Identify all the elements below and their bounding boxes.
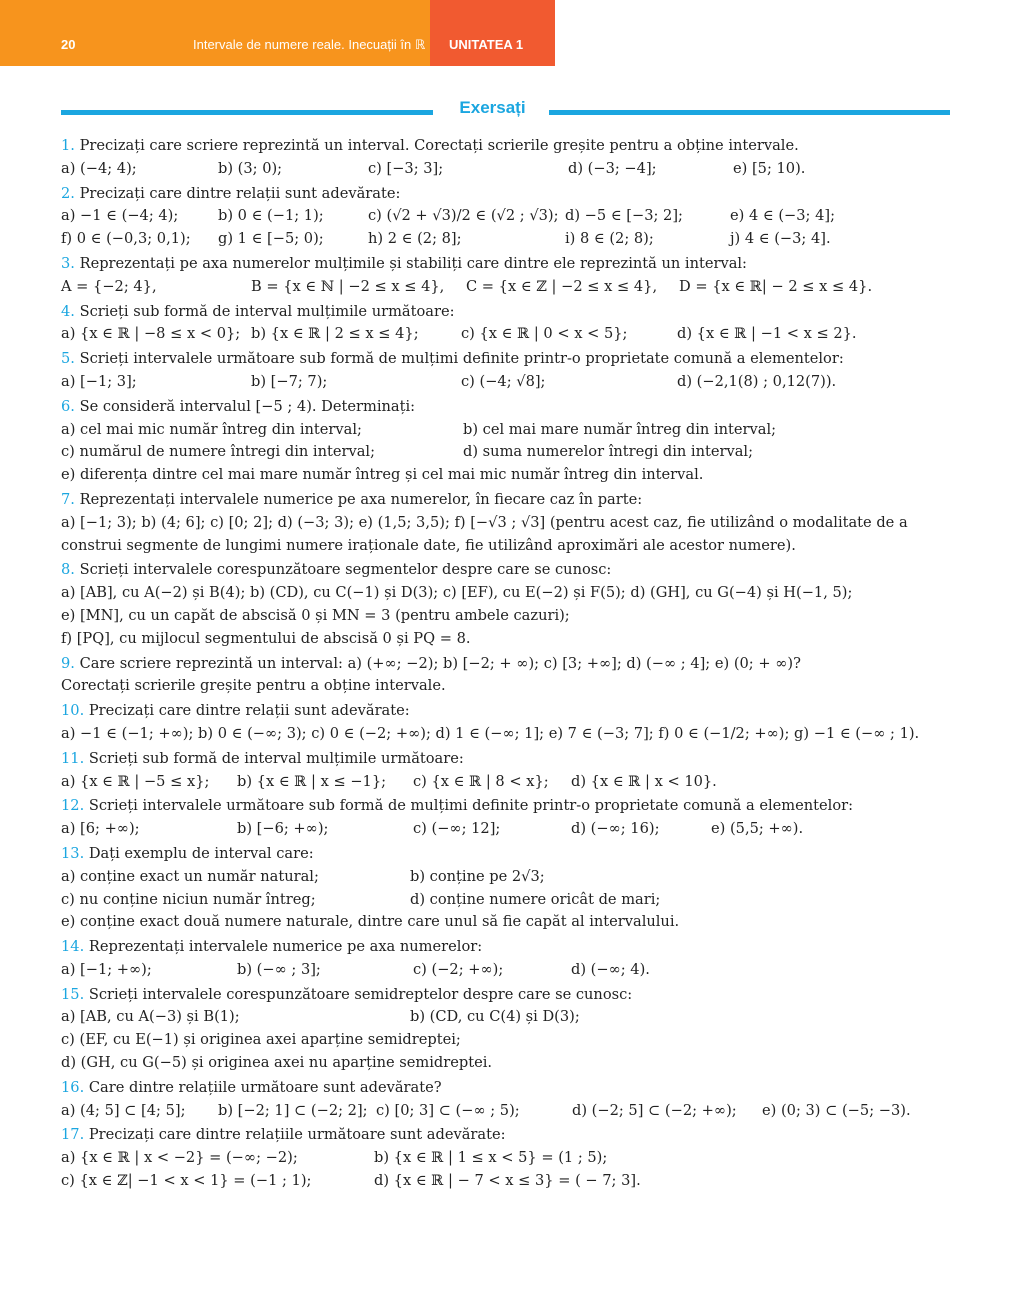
answer-row: [61, 205, 941, 228]
exercise-text: Reprezentați intervalele numerice pe axa numerelor:: [84, 938, 483, 956]
answer-item: c) [−3; 3];: [368, 159, 444, 177]
exercise-text: Scrieți intervalele corespunzătoare semidreptelor despre care se cunosc:: [84, 985, 633, 1003]
answer-row: [61, 1006, 941, 1029]
answer-row: [61, 276, 941, 299]
answer-item: d) (−2,1(8) ; 0,12(7)).: [677, 372, 837, 390]
answer-row: [61, 1147, 941, 1170]
exercise-number: 17.: [61, 1126, 85, 1144]
answer-row: [61, 1052, 941, 1075]
answer-item: d) suma numerelor întregi din interval;: [463, 443, 754, 461]
answer-paragraph: a) [−1; 3); b) (4; 6]; c) [0; 2]; d) (−3; 3); e) (1,5; 3,5); f) [−√3 ; √3] (pentru acest caz, fie utilizând o modalitate de a construi segmente de lungimi numere iraționale date, fie utilizând aproximări ale acestor numere).: [61, 513, 908, 554]
answer-item: e) (0; 3) ⊂ (−5; −3).: [762, 1101, 911, 1119]
answer-item: d) (GH, cu G(−5) și originea axei nu aparține semidreptei.: [61, 1054, 493, 1072]
answer-item: b) (3; 0);: [218, 159, 283, 177]
exercise-text: Care dintre relațiile următoare sunt adevărate?: [84, 1078, 442, 1096]
exercise-text: Precizați care dintre relații sunt adevărate:: [84, 702, 410, 720]
answer-line: f) [PQ], cu mijlocul segmentului de abscisă 0 și PQ = 8.: [61, 629, 471, 647]
answer-row: [61, 889, 941, 912]
exercise-12: [61, 795, 941, 841]
exercise-statement: [61, 653, 941, 676]
answer-row: [61, 818, 941, 841]
exercise-number: 11.: [61, 749, 85, 767]
exercise-8: [61, 559, 941, 650]
answer-item: d) (−∞; 4).: [571, 960, 650, 978]
answer-item: c) (−2; +∞);: [413, 960, 504, 978]
header-unit-tab: [430, 0, 555, 66]
exercise-statement: [61, 1077, 941, 1100]
answer-row: [61, 228, 941, 251]
unit-label: UNITATEA 1: [449, 37, 524, 52]
exercise-text: Precizați care dintre relații sunt adevărate:: [74, 184, 401, 202]
exercise-statement: [61, 936, 941, 959]
answer-item: C = {x ∈ ℤ | −2 ≤ x ≤ 4},: [466, 277, 658, 295]
exercise-statement: [61, 795, 941, 818]
exercise-number: 15.: [61, 985, 85, 1003]
exercise-14: [61, 936, 941, 982]
answer-item: e) 4 ∈ (−3; 4];: [730, 207, 835, 225]
page-number: 20: [61, 37, 76, 52]
answer-item: c) (EF, cu E(−1) și originea axei aparține semidreptei;: [61, 1031, 461, 1049]
exercise-text: Reprezentați intervalele numerice pe axa numerelor, în fiecare caz în parte:: [74, 490, 643, 508]
exercise-number: 1.: [61, 137, 75, 154]
exercise-11: [61, 748, 941, 794]
answer-item: a) (4; 5] ⊂ [4; 5];: [61, 1101, 186, 1119]
answer-item: c) (−4; √8];: [461, 372, 546, 390]
exercise-text: Se consideră intervalul [−5 ; 4). Determinați:: [74, 397, 416, 415]
exercise-number: 13.: [61, 844, 85, 862]
answer-item: e) (5,5; +∞).: [711, 820, 804, 838]
answer-line: e) [MN], cu un capăt de abscisă 0 și MN = 3 (pentru ambele cazuri);: [61, 606, 570, 624]
answer-item: f) 0 ∈ (−0,3; 0,1);: [61, 230, 191, 248]
answer-item: c) (√2 + √3)/2 ∈ (√2 ; √3);: [368, 207, 559, 225]
exercise-number: 8.: [61, 561, 75, 579]
answer-row: [61, 866, 941, 889]
answer-item: i) 8 ∈ (2; 8);: [565, 230, 654, 248]
exercise-9: [61, 653, 941, 699]
exercise-statement: [61, 183, 941, 206]
answer-item: c) {x ∈ ℝ | 8 < x};: [413, 772, 549, 790]
answer-row: [61, 441, 941, 464]
answer-item: c) nu conține niciun număr întreg;: [61, 890, 316, 908]
answer-row: [61, 771, 941, 794]
exercise-2: [61, 183, 941, 251]
answer-item: a) [6; +∞);: [61, 820, 140, 838]
exercise-text: Precizați care scriere reprezintă un interval. Corectați scrierile greșite pentru a obține intervale.: [74, 137, 799, 154]
answer-row: [61, 371, 941, 394]
exercise-statement: [61, 1124, 941, 1147]
exercise-number: 3.: [61, 254, 75, 272]
answer-item: j) 4 ∈ (−3; 4].: [730, 230, 831, 248]
section-title: Exersați: [459, 98, 526, 117]
exercise-13: [61, 843, 941, 934]
exercise-number: 12.: [61, 797, 85, 815]
exercise-number: 7.: [61, 490, 75, 508]
exercise-statement: [61, 843, 941, 866]
answer-item: a) {x ∈ ℝ | −8 ≤ x < 0};: [61, 325, 241, 343]
answer-item: h) 2 ∈ (2; 8];: [368, 230, 462, 248]
answer-item: c) [0; 3] ⊂ (−∞ ; 5);: [376, 1101, 520, 1119]
header-orange-bar: [0, 0, 430, 66]
answer-item: d) conține numere oricât de mari;: [410, 890, 661, 908]
exercise-6: [61, 396, 941, 487]
answer-item: b) {x ∈ ℝ | 2 ≤ x ≤ 4};: [251, 325, 419, 343]
answer-item: a) [−1; +∞);: [61, 960, 152, 978]
answer-item: b) 0 ∈ (−1; 1);: [218, 207, 324, 225]
answer-item: a) (−4; 4);: [61, 159, 137, 177]
answer-item: e) conține exact două numere naturale, dintre care unul să fie capăt al intervalului.: [61, 913, 680, 931]
answer-row: [61, 1029, 941, 1052]
exercise-text: Scrieți intervalele următoare sub formă de mulțimi definite printr-o proprietate comună a elementelor:: [74, 350, 844, 368]
answer-item: b) (−∞ ; 3];: [237, 960, 321, 978]
exercise-list: [61, 133, 941, 1193]
exercise-statement: [61, 135, 941, 158]
answer-item: b) (CD, cu C(4) și D(3);: [410, 1008, 580, 1026]
exercise-statement: [61, 559, 941, 582]
answer-row: [61, 323, 941, 346]
answer-item: b) [−6; +∞);: [237, 820, 329, 838]
answer-item: b) cel mai mare număr întreg din interval;: [463, 420, 777, 438]
answer-row: [61, 419, 941, 442]
exercise-number: 14.: [61, 938, 85, 956]
answer-item: d) {x ∈ ℝ | x < 10}.: [571, 772, 717, 790]
answer-row: [61, 959, 941, 982]
answer-item: b) [−7; 7);: [251, 372, 328, 390]
chapter-title: Intervale de numere reale. Inecuații în ℝ: [193, 37, 426, 52]
answer-item: d) {x ∈ ℝ | −1 < x ≤ 2}.: [677, 325, 857, 343]
exercise-17: [61, 1124, 941, 1192]
answer-row: [61, 464, 941, 487]
exercise-text: Reprezentați pe axa numerelor mulțimile și stabiliți care dintre ele reprezintă un interval:: [74, 254, 747, 272]
answer-item: a) −1 ∈ (−4; 4);: [61, 207, 179, 225]
answer-item: a) cel mai mic număr întreg din interval;: [61, 420, 362, 438]
answer-item: a) {x ∈ ℝ | x < −2} = (−∞; −2);: [61, 1149, 298, 1167]
exercise-text: Scrieți intervalele următoare sub formă de mulțimi definite printr-o proprietate comună a elementelor:: [84, 797, 854, 815]
answer-item: D = {x ∈ ℝ| − 2 ≤ x ≤ 4}.: [679, 277, 873, 295]
section-rule-left: [61, 110, 433, 115]
answer-item: d) (−3; −4];: [568, 159, 657, 177]
answer-item: c) {x ∈ ℤ| −1 < x < 1} = (−1 ; 1);: [61, 1172, 312, 1190]
answer-item: d) (−2; 5] ⊂ (−2; +∞);: [572, 1101, 737, 1119]
answer-item: b) [−2; 1] ⊂ (−2; 2];: [218, 1101, 368, 1119]
exercise-16: [61, 1077, 941, 1123]
exercise-statement: [61, 748, 941, 771]
answer-item: e) [5; 10).: [733, 159, 806, 177]
exercise-text: Care scriere reprezintă un interval: a) (+∞; −2); b) [−2; + ∞); c) [3; +∞]; d) (−∞ ; 4]; e) (0; + ∞)?: [74, 654, 801, 672]
answer-item: B = {x ∈ ℕ | −2 ≤ x ≤ 4},: [251, 277, 445, 295]
answer-row: [61, 1170, 941, 1193]
exercise-text: Precizați care dintre relațiile următoare sunt adevărate:: [84, 1126, 506, 1144]
exercise-number: 10.: [61, 702, 85, 720]
exercise-number: 9.: [61, 654, 75, 672]
exercise-number: 16.: [61, 1078, 85, 1096]
answer-item: b) {x ∈ ℝ | 1 ≤ x < 5} = (1 ; 5);: [374, 1149, 608, 1167]
answer-line: a) −1 ∈ (−1; +∞); b) 0 ∈ (−∞; 3); c) 0 ∈ (−2; +∞); d) 1 ∈ (−∞; 1]; e) 7 ∈ (−3; 7]; f) 0 ∈ (−1/2; +∞); g) −1 ∈ (−∞ ; 1).: [61, 724, 920, 742]
exercise-statement: [61, 348, 941, 371]
exercise-statement: [61, 396, 941, 419]
answer-row: [61, 911, 941, 934]
answer-row: [61, 1100, 941, 1123]
answer-item: a) {x ∈ ℝ | −5 ≤ x};: [61, 772, 210, 790]
exercise-7: [61, 489, 941, 557]
answer-item: a) conține exact un număr natural;: [61, 867, 319, 885]
exercise-3: [61, 253, 941, 299]
exercise-text: Dați exemplu de interval care:: [84, 844, 314, 862]
exercise-10: [61, 700, 941, 746]
exercise-text: Scrieți intervalele corespunzătoare segmentelor despre care se cunosc:: [74, 561, 612, 579]
exercise-15: [61, 984, 941, 1075]
answer-row: [61, 158, 941, 181]
answer-item: a) [−1; 3];: [61, 372, 137, 390]
exercise-statement: [61, 700, 941, 723]
answer-item: d) {x ∈ ℝ | − 7 < x ≤ 3} = ( − 7; 3].: [374, 1172, 641, 1190]
answer-item: g) 1 ∈ [−5; 0);: [218, 230, 324, 248]
exercise-statement: [61, 489, 941, 512]
answer-item: c) (−∞; 12];: [413, 820, 501, 838]
answer-item: e) diferența dintre cel mai mare număr întreg și cel mai mic număr întreg din interval.: [61, 466, 704, 484]
answer-item: b) {x ∈ ℝ | x ≤ −1};: [237, 772, 387, 790]
answer-item: c) numărul de numere întregi din interval;: [61, 443, 375, 461]
exercise-statement: [61, 253, 941, 276]
exercise-5: [61, 348, 941, 394]
answer-item: d) (−∞; 16);: [571, 820, 660, 838]
exercise-4: [61, 301, 941, 347]
exercise-number: 6.: [61, 397, 75, 415]
exercise-statement: [61, 984, 941, 1007]
answer-item: b) conține pe 2√3;: [410, 867, 545, 885]
answer-line: Corectați scrierile greșite pentru a obține intervale.: [61, 677, 446, 695]
answer-item: c) {x ∈ ℝ | 0 < x < 5};: [461, 325, 628, 343]
answer-line: a) [AB], cu A(−2) și B(4); b) (CD), cu C(−1) și D(3); c) [EF), cu E(−2) și F(5); d) (GH], cu G(−4) și H(−1, 5);: [61, 584, 853, 602]
exercise-number: 4.: [61, 302, 75, 320]
exercise-number: 2.: [61, 184, 75, 202]
exercise-text: Scrieți sub formă de interval mulțimile următoare:: [74, 302, 455, 320]
answer-item: d) −5 ∈ [−3; 2];: [565, 207, 683, 225]
exercise-text: Scrieți sub formă de interval mulțimile următoare:: [84, 749, 464, 767]
exercise-statement: [61, 301, 941, 324]
answer-item: a) [AB, cu A(−3) și B(1);: [61, 1008, 240, 1026]
exercise-1: [61, 135, 941, 181]
exercise-number: 5.: [61, 350, 75, 368]
section-rule-right: [549, 110, 950, 115]
answer-item: A = {−2; 4},: [61, 277, 157, 295]
